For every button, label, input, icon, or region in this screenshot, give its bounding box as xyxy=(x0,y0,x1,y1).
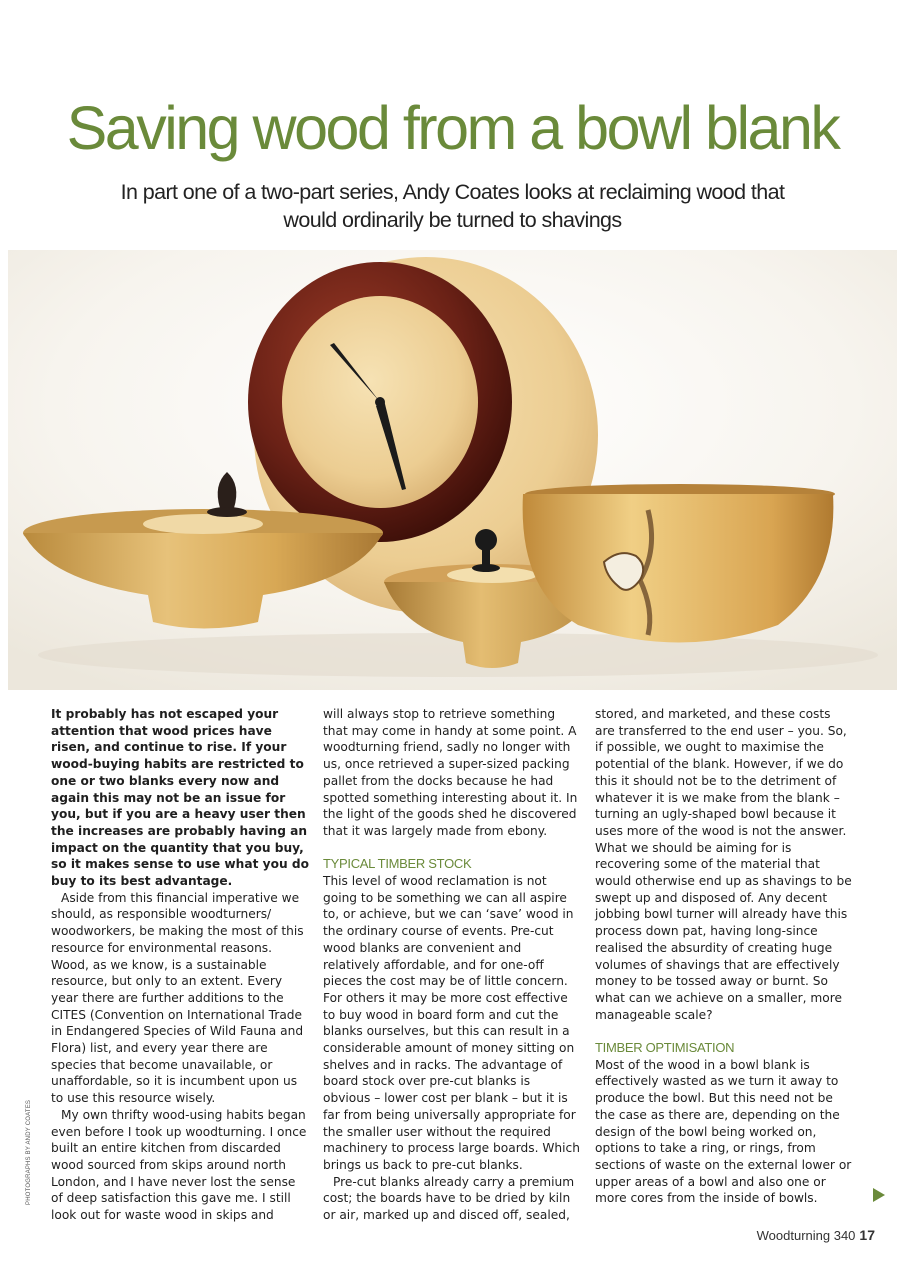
page-number: 17 xyxy=(859,1227,875,1243)
section-heading-timber-stock: TYPICAL TIMBER STOCK xyxy=(323,856,472,872)
continue-arrow-icon xyxy=(873,1188,885,1202)
article-column-2 xyxy=(323,706,581,1224)
body-paragraph: Aside from this financial imperative we should, as responsible woodturners/ woodworkers, be making the most of this resource for environmental reasons. Wood, as we know, is a sustainable resource, but only to an extent. Every year there are further additions to the CITES (Convention on International Trade in Endangered Species of Wild Fauna and Flora) list, and every year there are species that become unavailable, or unaffordable, so it is incumbent upon us to use this resource wisely. xyxy=(51,890,304,1106)
lead-paragraph: It probably has not escaped your attention that wood prices have risen, and continue to rise. If your wood-buying habits are restricted to one or two blanks every now and again this may not be an issue for you, but if you are a heavy user then the increases are probably having an impact on the quantity that you buy, so it makes sense to use what you do buy to its best advantage. xyxy=(51,707,309,889)
body-paragraph: Most of the wood in a bowl blank is effectively wasted as we turn it away to produce the bowl. But this need not be the case as there are, depending on the design of the bowl being worked on, options to take a ring, or rings, from sections of waste on the external lower or upper areas of a bowl and also one or more cores from the inside of bowls. xyxy=(595,1057,852,1206)
article-photo xyxy=(8,250,897,690)
page-footer xyxy=(757,1227,875,1243)
magazine-issue: Woodturning 340 xyxy=(756,1228,856,1243)
article-subtitle: In part one of a two-part series, Andy Coates looks at reclaiming wood that would ordinarily be turned to shavings xyxy=(120,180,785,232)
body-paragraph: This level of wood reclamation is not going to be something we can all aspire to, or achieve, but we can ‘save’ wood in the ordinary course of events. Pre-cut wood blanks are convenient and relatively affordable, and for one-off pieces the cost may be of little concern. For others it may be more cost effective to buy wood in board form and cut the blanks ourselves, but this can result in a considerable amount of money sitting on shelves and in racks. The advantage of board stock over pre-cut blanks is obvious – lower cost per blank – but it is far from being universally appropriate for the smaller user without the required machinery to process large boards. Which brings us back to pre-cut blanks. xyxy=(323,874,580,1172)
section-heading-timber-optimisation: TIMBER OPTIMISATION xyxy=(595,1040,735,1056)
photo-credit: PHOTOGRAPHS BY ANDY COATES xyxy=(26,1099,32,1205)
body-paragraph: Pre-cut blanks already carry a premium cost; the boards have to be dried by kiln or air, marked up and disced off, sealed, xyxy=(323,1174,575,1223)
article-column-1 xyxy=(51,706,309,1224)
article-column-3 xyxy=(595,706,853,1207)
body-paragraph: will always stop to retrieve something that may come in handy at some point. A woodturning friend, sadly no longer with us, once retrieved a super-sized packing pallet from the docks because he had spotted something interesting about it. In the light of the goods shed he discovered that it was largely made from ebony. xyxy=(323,707,578,838)
body-paragraph: My own thrifty wood-using habits began even before I took up woodturning. I once built an entire kitchen from discarded wood sourced from skips around north London, and I have never lost the sense of deep satisfaction this gave me. I still look out for waste wood in skips and xyxy=(51,1107,307,1223)
body-paragraph: stored, and marketed, and these costs are transferred to the end user – you. So, if possible, we ought to maximise the potential of the blank. However, if we do this it should not be to the detriment of whatever it is we make from the blank – turning an ugly-shaped bowl because it uses more of the wood is not the answer. What we should be aiming for is recovering some of the material that would otherwise end up as shavings to be swept up and disposed of. Any decent jobbing bowl turner will already have this process down pat, having long-since realised the absurdity of creating huge volumes of shavings that are effectively money to be tossed away or burnt. So what can we achieve on a smaller, more manageable scale? xyxy=(595,707,852,1022)
article-title: Saving wood from a bowl blank xyxy=(66,94,839,162)
